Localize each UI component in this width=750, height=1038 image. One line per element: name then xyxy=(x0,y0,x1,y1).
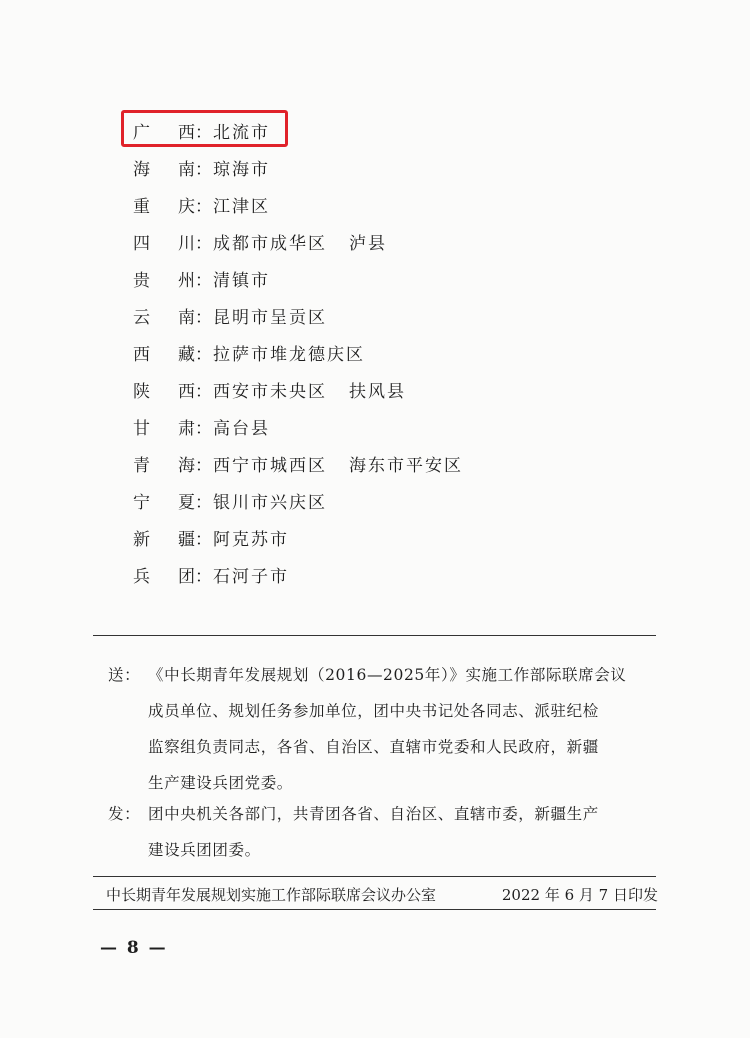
province-char: 云 xyxy=(133,308,150,328)
place-names xyxy=(213,488,327,513)
place-names xyxy=(213,377,406,402)
colon: ： xyxy=(195,308,212,328)
send-line-3: 监察组负责同志，各省、自治区、直辖市党委和人民政府，新疆 xyxy=(148,738,599,756)
province-name xyxy=(133,488,195,513)
region-row xyxy=(133,297,653,334)
province-name xyxy=(133,414,195,439)
send-line-4: 生产建设兵团党委。 xyxy=(148,774,293,792)
colon: ： xyxy=(195,123,212,143)
region-row xyxy=(133,223,653,260)
province-char: 疆 xyxy=(178,530,195,550)
place-name: 成都市成华区 xyxy=(213,234,327,254)
divider-footer-bottom xyxy=(93,909,656,910)
province-char: 新 xyxy=(133,530,150,550)
place-name: 阿克苏市 xyxy=(213,530,289,550)
send-line-1 xyxy=(108,657,658,693)
colon: ： xyxy=(195,234,212,254)
province-char: 川 xyxy=(178,234,195,254)
place-name: 江津区 xyxy=(213,197,270,217)
place-name: 昆明市呈贡区 xyxy=(213,308,327,328)
province-char: 南 xyxy=(178,308,195,328)
province-name xyxy=(133,155,195,180)
place-name: 清镇市 xyxy=(213,271,270,291)
place-name: 扶风县 xyxy=(349,382,406,402)
place-names xyxy=(213,562,289,587)
region-row xyxy=(133,260,653,297)
province-char: 州 xyxy=(178,271,195,291)
place-name: 高台县 xyxy=(213,419,270,439)
province-name xyxy=(133,525,195,550)
issuing-office: 中长期青年发展规划实施工作部际联席会议办公室 xyxy=(106,885,437,904)
province-name xyxy=(133,303,195,328)
province-char: 南 xyxy=(178,160,195,180)
colon: ： xyxy=(195,419,212,439)
colon: ： xyxy=(195,493,212,513)
send-line-text: 《中长期青年发展规划（2016—2025年）》实施工作部际联席会议 xyxy=(148,666,627,684)
colon: ： xyxy=(195,345,212,365)
divider-footer-top xyxy=(93,876,656,877)
send-label: 送： xyxy=(108,666,141,684)
place-names xyxy=(213,451,463,476)
province-char: 青 xyxy=(133,456,150,476)
place-name: 银川市兴庆区 xyxy=(213,493,327,513)
place-names xyxy=(213,303,327,328)
copy-line-2: 建设兵团团委。 xyxy=(148,841,261,859)
region-row xyxy=(133,186,653,223)
province-name xyxy=(133,451,195,476)
place-names xyxy=(213,155,270,180)
colon: ： xyxy=(195,567,212,587)
province-name xyxy=(133,340,195,365)
place-names xyxy=(213,340,365,365)
province-char: 贵 xyxy=(133,271,150,291)
place-name: 拉萨市堆龙德庆区 xyxy=(213,345,365,365)
province-char: 四 xyxy=(133,234,150,254)
place-name: 西安市未央区 xyxy=(213,382,327,402)
colon: ： xyxy=(195,456,212,476)
province-char: 藏 xyxy=(178,345,195,365)
place-name: 泸县 xyxy=(349,234,387,254)
copy-label: 发： xyxy=(108,805,141,823)
province-char: 庆 xyxy=(178,197,195,217)
province-char: 海 xyxy=(178,456,195,476)
province-name xyxy=(133,266,195,291)
region-row xyxy=(133,149,653,186)
copy-line-text: 团中央机关各部门，共青团各省、自治区、直辖市委，新疆生产 xyxy=(148,805,599,823)
send-line-2: 成员单位、规划任务参加单位，团中央书记处各同志、派驻纪检 xyxy=(148,702,599,720)
colon: ： xyxy=(195,160,212,180)
place-name: 海东市平安区 xyxy=(349,456,463,476)
colon: ： xyxy=(195,382,212,402)
place-names xyxy=(213,266,270,291)
colon: ： xyxy=(195,530,212,550)
distribution-copy xyxy=(108,796,658,868)
region-row xyxy=(133,482,653,519)
province-name xyxy=(133,562,195,587)
place-name: 西宁市城西区 xyxy=(213,456,327,476)
region-row xyxy=(133,556,653,593)
place-name: 北流市 xyxy=(213,123,270,143)
place-names xyxy=(213,192,270,217)
copy-line-1 xyxy=(108,796,658,832)
province-char: 海 xyxy=(133,160,150,180)
province-char: 甘 xyxy=(133,419,150,439)
region-row xyxy=(133,334,653,371)
region-row xyxy=(133,445,653,482)
province-char: 西 xyxy=(178,123,195,143)
place-names xyxy=(213,414,270,439)
issue-date: 2022 年 6 月 7 日印发 xyxy=(501,885,658,904)
province-char: 西 xyxy=(178,382,195,402)
place-name: 石河子市 xyxy=(213,567,289,587)
province-name xyxy=(133,229,195,254)
province-char: 重 xyxy=(133,197,150,217)
footer-line xyxy=(106,880,658,908)
region-row xyxy=(133,371,653,408)
province-char: 广 xyxy=(133,123,150,143)
colon: ： xyxy=(195,197,212,217)
region-row xyxy=(133,519,653,556)
place-name: 琼海市 xyxy=(213,160,270,180)
province-name xyxy=(133,377,195,402)
province-char: 陕 xyxy=(133,382,150,402)
page-number: — 8 — xyxy=(100,938,168,958)
highlight-box xyxy=(121,110,288,147)
province-char: 西 xyxy=(133,345,150,365)
province-char: 宁 xyxy=(133,493,150,513)
province-char: 夏 xyxy=(178,493,195,513)
distribution-send xyxy=(108,657,658,801)
place-names xyxy=(213,525,289,550)
region-list xyxy=(133,112,653,593)
province-char: 肃 xyxy=(178,419,195,439)
place-names xyxy=(213,229,387,254)
divider-top xyxy=(93,635,656,636)
province-char: 团 xyxy=(178,567,195,587)
province-name xyxy=(133,192,195,217)
province-char: 兵 xyxy=(133,567,150,587)
region-row xyxy=(133,408,653,445)
colon: ： xyxy=(195,271,212,291)
